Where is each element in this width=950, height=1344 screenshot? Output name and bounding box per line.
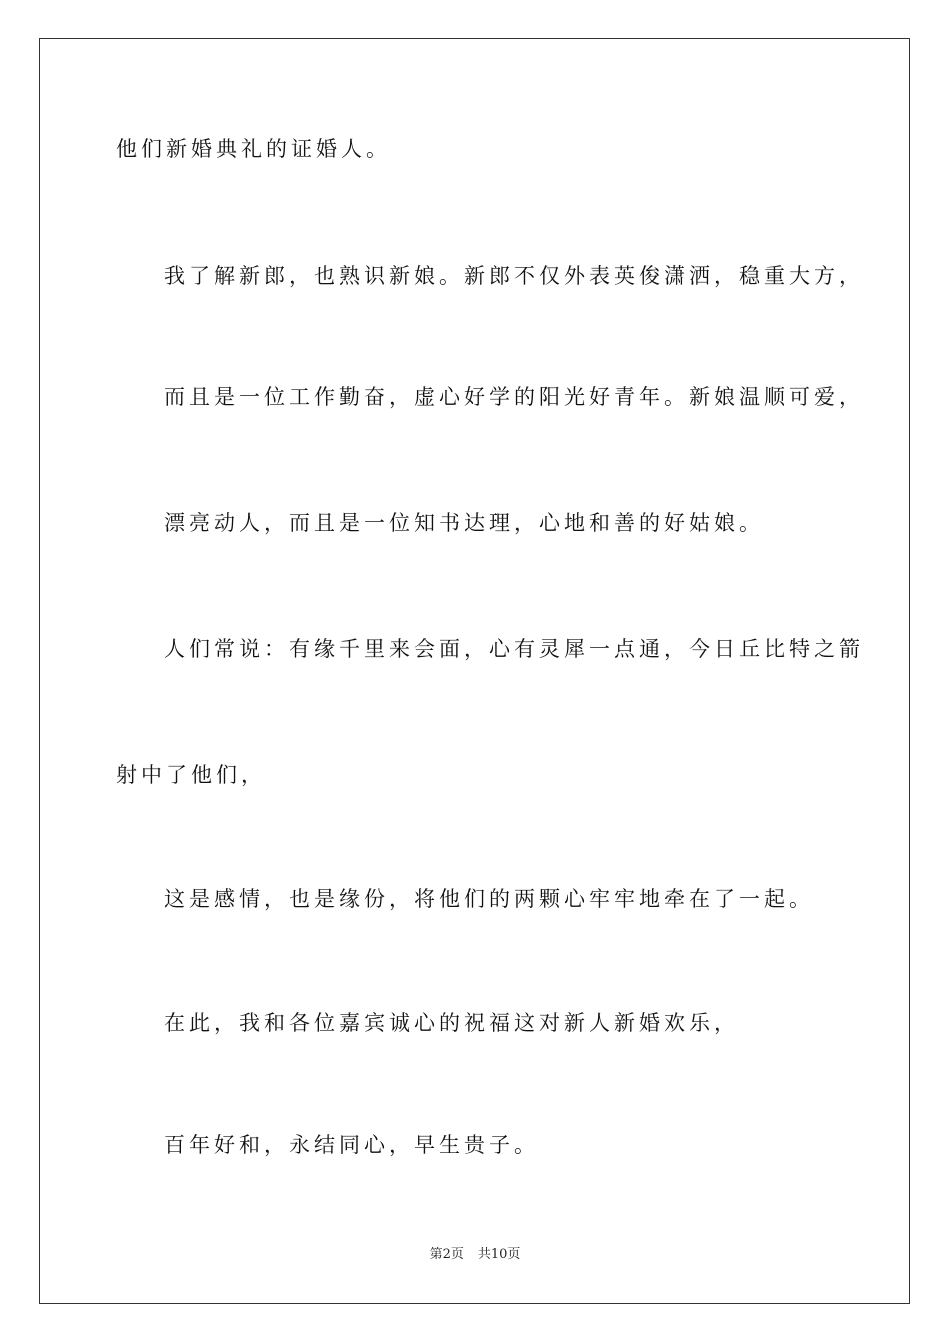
- text-line: 漂亮动人，而且是一位知书达理，心地和善的好姑娘。: [164, 511, 764, 535]
- text-line: 他们新婚典礼的证婚人。: [116, 137, 391, 161]
- text-line: 而且是一位工作勤奋，虚心好学的阳光好青年。新娘温顺可爱，: [164, 385, 864, 409]
- text-line: 百年好和，永结同心，早生贵子。: [164, 1133, 539, 1157]
- page-number: 第2页: [429, 1247, 464, 1262]
- page-footer: [0, 1247, 950, 1263]
- text-line: 射中了他们，: [116, 763, 266, 787]
- text-line: 在此，我和各位嘉宾诚心的祝福这对新人新婚欢乐，: [164, 1011, 739, 1035]
- page-border: [39, 38, 910, 1304]
- page-total: 共10页: [477, 1247, 521, 1262]
- text-line: 我了解新郎，也熟识新娘。新郎不仅外表英俊潇洒，稳重大方，: [164, 264, 864, 288]
- text-line: 人们常说：有缘千里来会面，心有灵犀一点通，今日丘比特之箭: [164, 637, 864, 661]
- text-line: 这是感情，也是缘份，将他们的两颗心牢牢地牵在了一起。: [164, 887, 814, 911]
